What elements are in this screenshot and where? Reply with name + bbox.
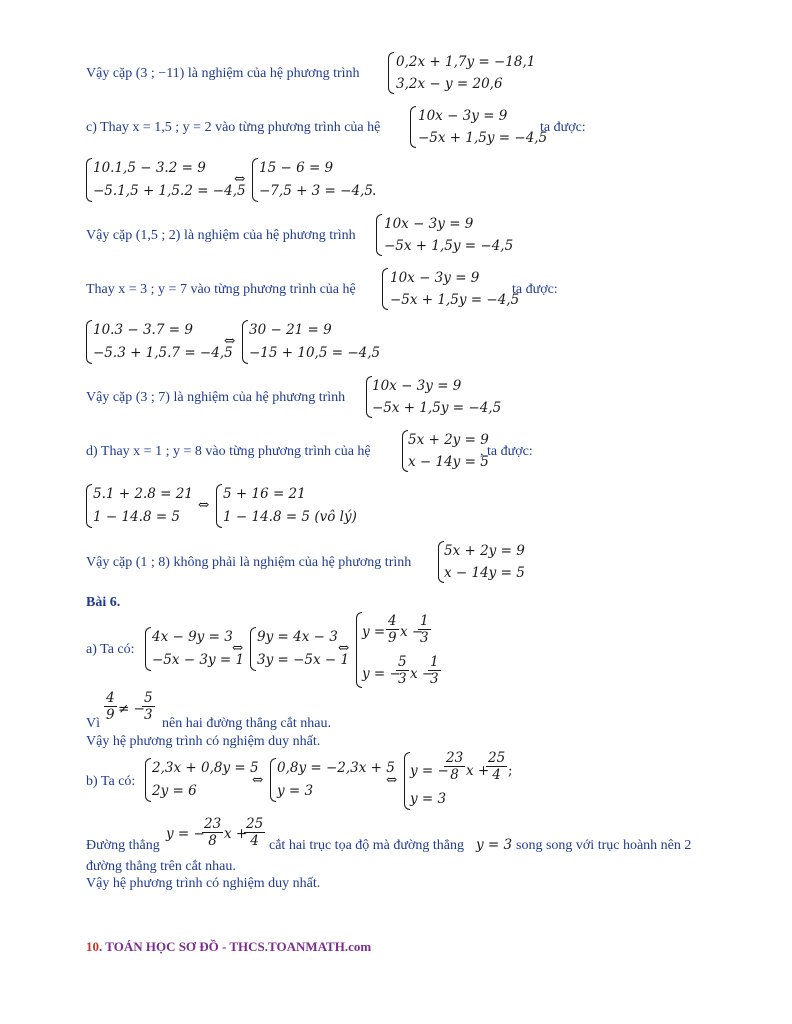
system-brace — [86, 320, 92, 364]
equation: 0,2x + 1,7y = −18,1 — [396, 54, 536, 70]
equation: −7,5 + 3 = −4,5 — [259, 183, 373, 199]
equation: x − — [410, 666, 434, 682]
text-line: Vậy cặp (1,5 ; 2) là nghiệm của hệ phương trình — [86, 228, 356, 243]
text-line: Vậy hệ phương trình có nghiệm duy nhất. — [86, 734, 321, 749]
equation: −5x + 1,5y = −4,5 — [384, 238, 514, 254]
system-brace — [86, 484, 92, 528]
equation: 10x − 3y = 9 — [390, 270, 480, 286]
text-line: d) Thay x = 1 ; y = 8 vào từng phương trình của hệ — [86, 444, 371, 459]
equation: 2y = 6 — [152, 783, 197, 799]
fraction: $\frac{1}{3}$ — [420, 613, 429, 646]
section-title: Bài 6. — [86, 595, 121, 610]
equation: 10x − 3y = 9 — [384, 216, 474, 232]
fraction: $\frac{1}{3}$ — [430, 654, 439, 687]
equation: x − — [400, 624, 424, 640]
fraction: $\frac{4}{9}$ — [106, 690, 115, 723]
equation: 10.3 − 3.7 = 9 — [93, 322, 193, 338]
equivalent-symbol: ⇔ — [224, 333, 236, 349]
equation: 15 − 6 = 9 — [259, 160, 334, 176]
equation: 3,2x − y = 20,6 — [396, 76, 503, 92]
fraction: $\frac{25}{4}$ — [488, 750, 506, 783]
page-footer — [86, 938, 371, 956]
footer-text: . TOÁN HỌC SƠ ĐỒ - THCS.TOANMATH.com — [99, 939, 372, 954]
system-brace — [270, 758, 276, 802]
equation: y = − — [362, 666, 401, 682]
text-line: Vậy cặp (3 ; −11) là nghiệm của hệ phương trình — [86, 66, 360, 81]
equation: −5x + 1,5y = −4,5 — [418, 130, 548, 146]
equation: 10x − 3y = 9 — [418, 108, 508, 124]
equation: −15 + 10,5 = −4,5 — [249, 345, 381, 361]
equivalent-symbol: ⇔ — [338, 640, 350, 656]
text-line: Vậy cặp (3 ; 7) là nghiệm của hệ phương trình — [86, 390, 346, 405]
text-line: cắt hai trục tọa độ mà đường thẳng — [269, 838, 464, 853]
fraction: $\frac{5}{3}$ — [144, 690, 153, 723]
equivalent-symbol: ⇔ — [234, 171, 246, 187]
equation: −5.1,5 + 1,5.2 = −4,5 — [93, 183, 246, 199]
equation: 3y = −5x − 1 — [257, 652, 350, 668]
equation: x − 14y = 5 — [408, 454, 489, 470]
system-brace — [376, 214, 382, 256]
text-line: Vì — [86, 716, 100, 731]
system-brace — [242, 320, 248, 364]
equation: −5x + 1,5y = −4,5 — [372, 400, 502, 416]
system-brace — [410, 106, 416, 148]
text-line: Vậy cặp (1 ; 8) không phải là nghiệm của hệ phương trình — [86, 555, 412, 570]
text-line: ta được: — [540, 120, 586, 135]
equation: 1 − 14.8 = 5 (vô lý) — [223, 509, 357, 525]
equation: 2,3x + 0,8y = 5 — [152, 760, 259, 776]
equation: x + — [224, 826, 248, 842]
equation: 5.1 + 2.8 = 21 — [93, 486, 193, 502]
text-line: song song với trục hoành nên 2 — [516, 838, 692, 853]
system-brace — [216, 484, 222, 528]
equation: y = − — [166, 826, 205, 842]
equation: y = — [362, 624, 386, 640]
equation: y = − — [410, 763, 449, 779]
equation: 9y = 4x − 3 — [257, 629, 338, 645]
system-brace — [382, 268, 388, 310]
system-brace — [388, 52, 394, 94]
equation: −5x + 1,5y = −4,5 — [390, 292, 520, 308]
text-line: b) Ta có: — [86, 774, 136, 789]
equation: 5x + 2y = 9 — [444, 543, 525, 559]
equation: −5.3 + 1,5.7 = −4,5 — [93, 345, 233, 361]
text-line: nên hai đường thẳng cắt nhau. — [162, 716, 331, 731]
system-brace — [86, 158, 92, 202]
equation: y = 3 — [476, 837, 513, 853]
equivalent-symbol: ⇔ — [252, 772, 264, 788]
equation: 5 + 16 = 21 — [223, 486, 306, 502]
equation: −5x − 3y = 1 — [152, 652, 245, 668]
fraction: $\frac{4}{9}$ — [388, 613, 397, 646]
equation: 1 − 14.8 = 5 — [93, 509, 181, 525]
equation: 5x + 2y = 9 — [408, 432, 489, 448]
equation: 0,8y = −2,3x + 5 — [277, 760, 395, 776]
text-line: Đường thẳng — [86, 838, 160, 853]
equation: ; — [508, 763, 513, 779]
system-brace — [145, 758, 151, 802]
text-line: Vậy hệ phương trình có nghiệm duy nhất. — [86, 876, 321, 891]
fraction: $\frac{23}{8}$ — [204, 816, 222, 849]
text-line: a) Ta có: — [86, 642, 135, 657]
system-brace — [250, 627, 256, 671]
equivalent-symbol: ⇔ — [386, 772, 398, 788]
equation: 10x − 3y = 9 — [372, 378, 462, 394]
text-line: Thay x = 3 ; y = 7 vào từng phương trình của hệ — [86, 282, 356, 297]
text-line: , ta được: — [480, 444, 533, 459]
equation: x − 14y = 5 — [444, 565, 525, 581]
text-line: ta được: — [512, 282, 558, 297]
equation: x + — [466, 763, 490, 779]
text-line: c) Thay x = 1,5 ; y = 2 vào từng phương trình của hệ — [86, 120, 381, 135]
equivalent-symbol: ⇔ — [198, 497, 210, 513]
system-brace — [252, 158, 258, 202]
page-number: 10 — [86, 939, 99, 954]
equation: 10.1,5 − 3.2 = 9 — [93, 160, 206, 176]
equation: ≠ − — [118, 701, 145, 717]
fraction: $\frac{5}{3}$ — [398, 654, 407, 687]
equation: 30 − 21 = 9 — [249, 322, 332, 338]
system-brace — [145, 627, 151, 671]
equation: 4x − 9y = 3 — [152, 629, 233, 645]
fraction: $\frac{23}{8}$ — [446, 750, 464, 783]
text-line: đường thẳng trên cắt nhau. — [86, 859, 236, 874]
fraction: $\frac{25}{4}$ — [246, 816, 264, 849]
equation: y = 3 — [410, 791, 447, 807]
equivalent-symbol: ⇔ — [232, 640, 244, 656]
equation: y = 3 — [277, 783, 314, 799]
